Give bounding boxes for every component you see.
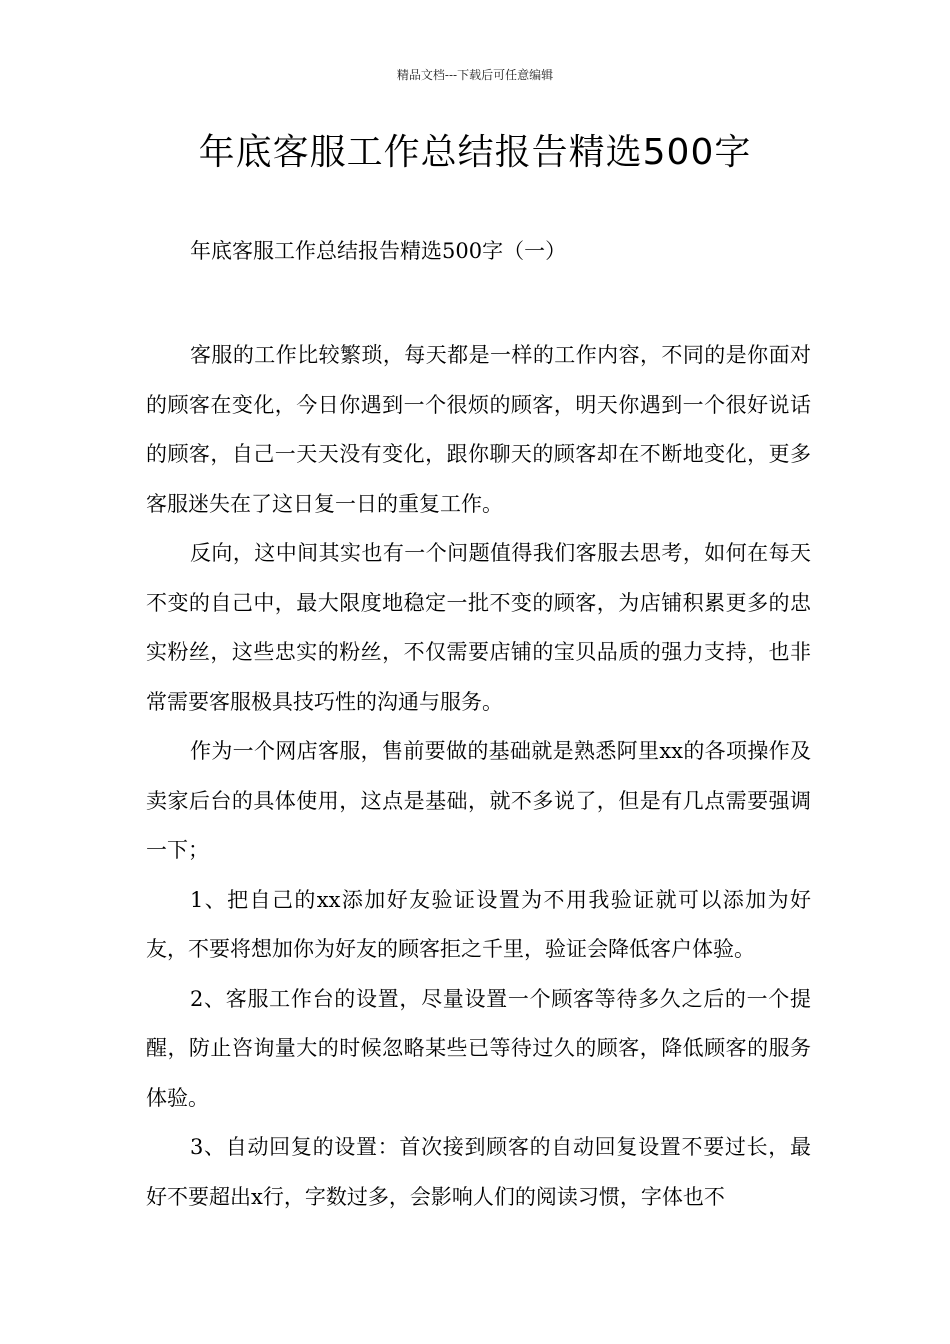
header-note: 精品文档---下载后可任意编辑 bbox=[396, 68, 554, 82]
paragraph: 作为一个网店客服，售前要做的基础就是熟悉阿里xx的各项操作及卖家后台的具体使用，这点是基础，就不多说了，但是有几点需要强调一下； bbox=[146, 739, 811, 862]
document-title: 年底客服工作总结报告精选500字 bbox=[198, 132, 752, 173]
paragraph: 2、客服工作台的设置，尽量设置一个顾客等待多久之后的一个提醒，防止咨询量大的时候忽略某些已等待过久的顾客，降低顾客的服务体验。 bbox=[146, 986, 811, 1110]
paragraph: 1、把自己的xx添加好友验证设置为不用我验证就可以添加为好友，不要将想加你为好友的顾客拒之千里，验证会降低客户体验。 bbox=[146, 887, 811, 961]
paragraph: 反向，这中间其实也有一个问题值得我们客服去思考，如何在每天不变的自己中，最大限度地稳定一批不变的顾客，为店铺积累更多的忠实粉丝，这些忠实的粉丝，不仅需要店铺的宝贝品质的强力支持，也非常需要客服极具技巧性的沟通与服务。 bbox=[146, 541, 811, 714]
document-body bbox=[146, 331, 811, 1222]
paragraph: 3、自动回复的设置：首次接到顾客的自动回复设置不要过长，最好不要超出x行，字数过多，会影响人们的阅读习惯，字体也不 bbox=[146, 1135, 811, 1209]
section-subtitle: 年底客服工作总结报告精选500字（一） bbox=[190, 239, 567, 263]
paragraph: 客服的工作比较繁琐，每天都是一样的工作内容，不同的是你面对的顾客在变化，今日你遇到一个很烦的顾客，明天你遇到一个很好说话的顾客，自己一天天没有变化，跟你聊天的顾客却在不断地变化，更多客服迷失在了这日复一日的重复工作。 bbox=[146, 343, 811, 516]
